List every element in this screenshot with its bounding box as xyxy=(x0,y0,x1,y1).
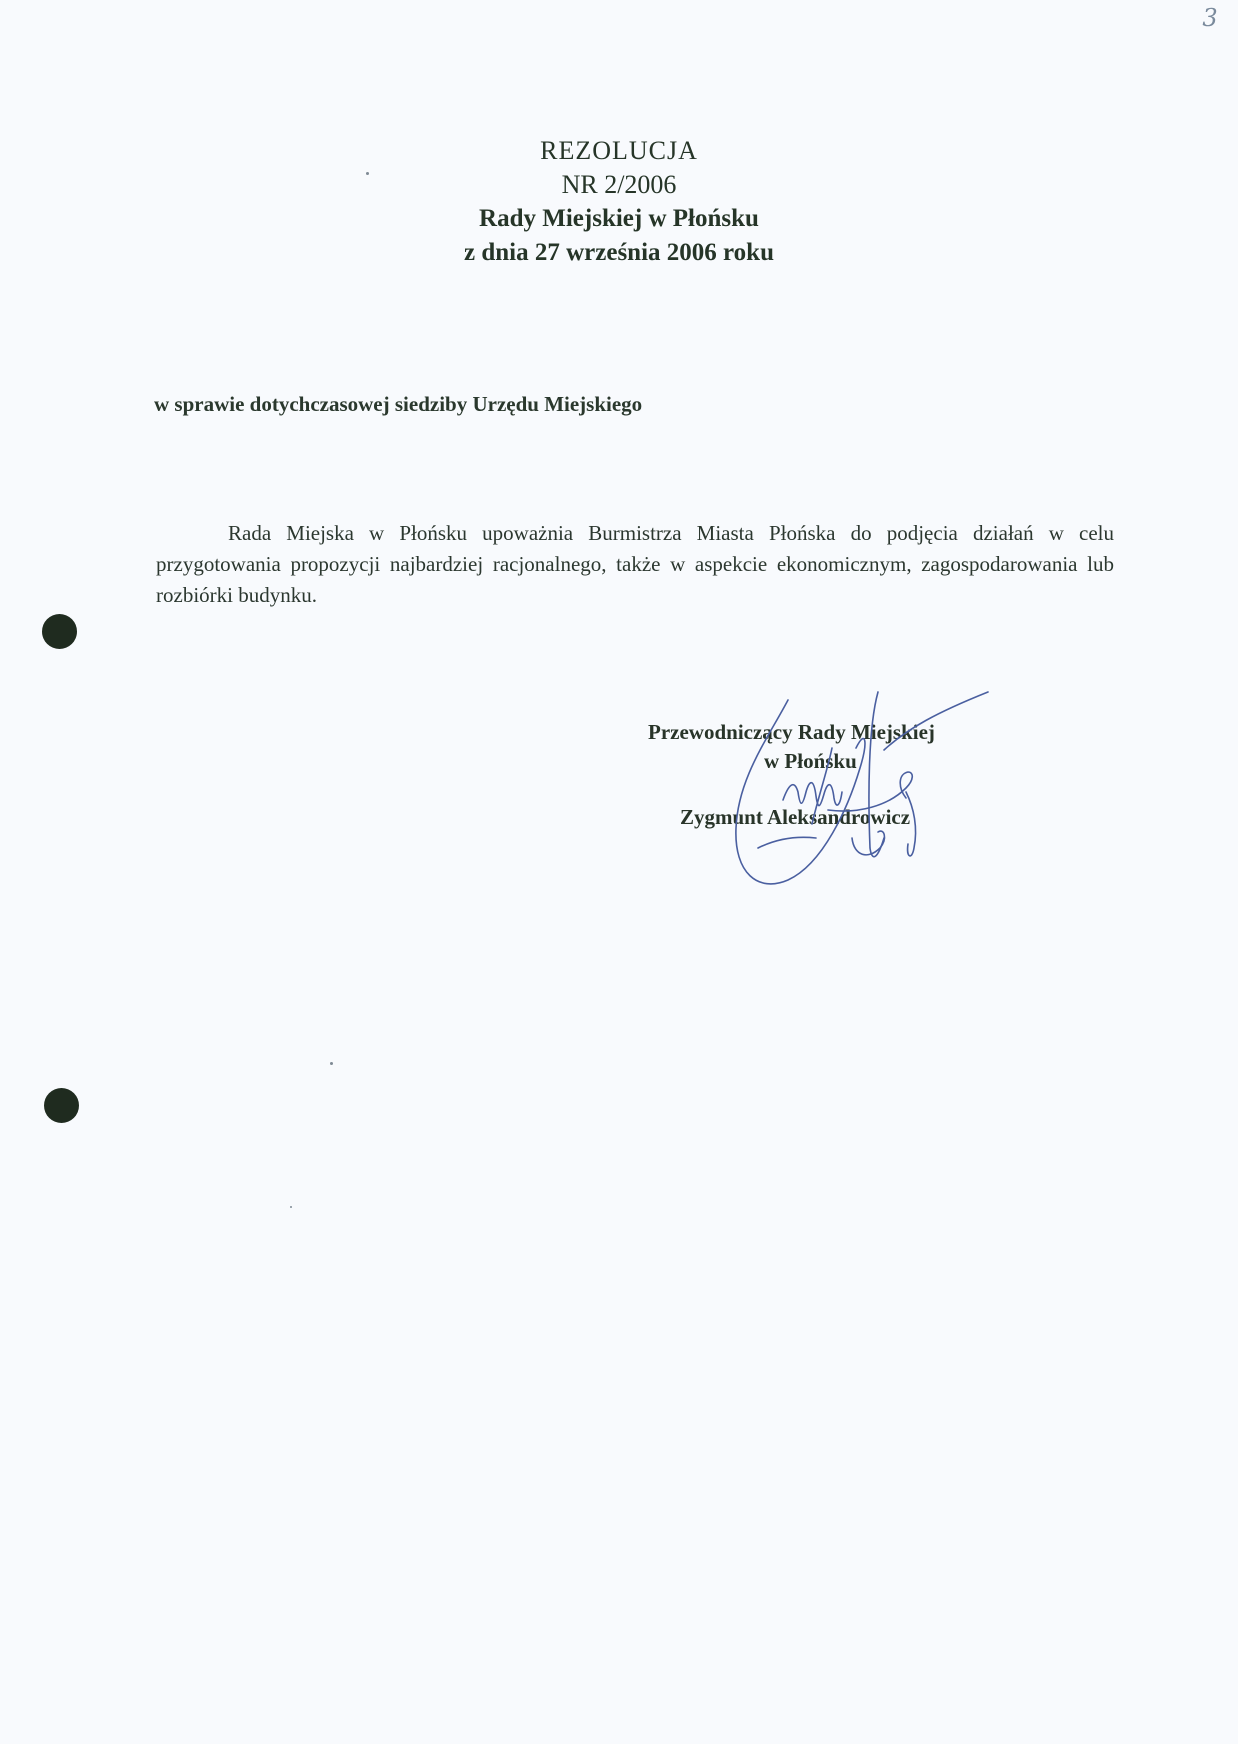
document-number: NR 2/2006 xyxy=(561,170,677,199)
signatory-place: w Płońsku xyxy=(764,749,857,773)
scan-speck xyxy=(366,172,369,175)
signature-block xyxy=(648,718,1028,832)
signatory-role: Przewodniczący Rady Miejskiej xyxy=(648,720,935,744)
document-subject: w sprawie dotychczasowej siedziby Urzędu Miejskiego xyxy=(154,392,643,416)
resolution-body: Rada Miejska w Płońsku upoważnia Burmistrza Miasta Płońska do podjęcia działań w celu przygotowania propozycji najbardziej racjonalnego, także w aspekcie ekonomicznym, zagospodarowania lub rozbiórki budynku. xyxy=(156,521,1114,607)
document-title: REZOLUCJA xyxy=(540,136,698,165)
document-date: z dnia 27 września 2006 roku xyxy=(464,239,774,266)
resolution-header xyxy=(0,134,1238,270)
scan-speck xyxy=(330,1062,333,1065)
scan-speck xyxy=(290,1206,292,1208)
punch-hole-top xyxy=(42,614,77,649)
punch-hole-bottom xyxy=(44,1088,79,1123)
page-number: 3 xyxy=(1202,4,1218,32)
signatory-name: Zygmunt Aleksandrowicz xyxy=(680,805,911,829)
council-name: Rady Miejskiej w Płońsku xyxy=(479,205,759,232)
